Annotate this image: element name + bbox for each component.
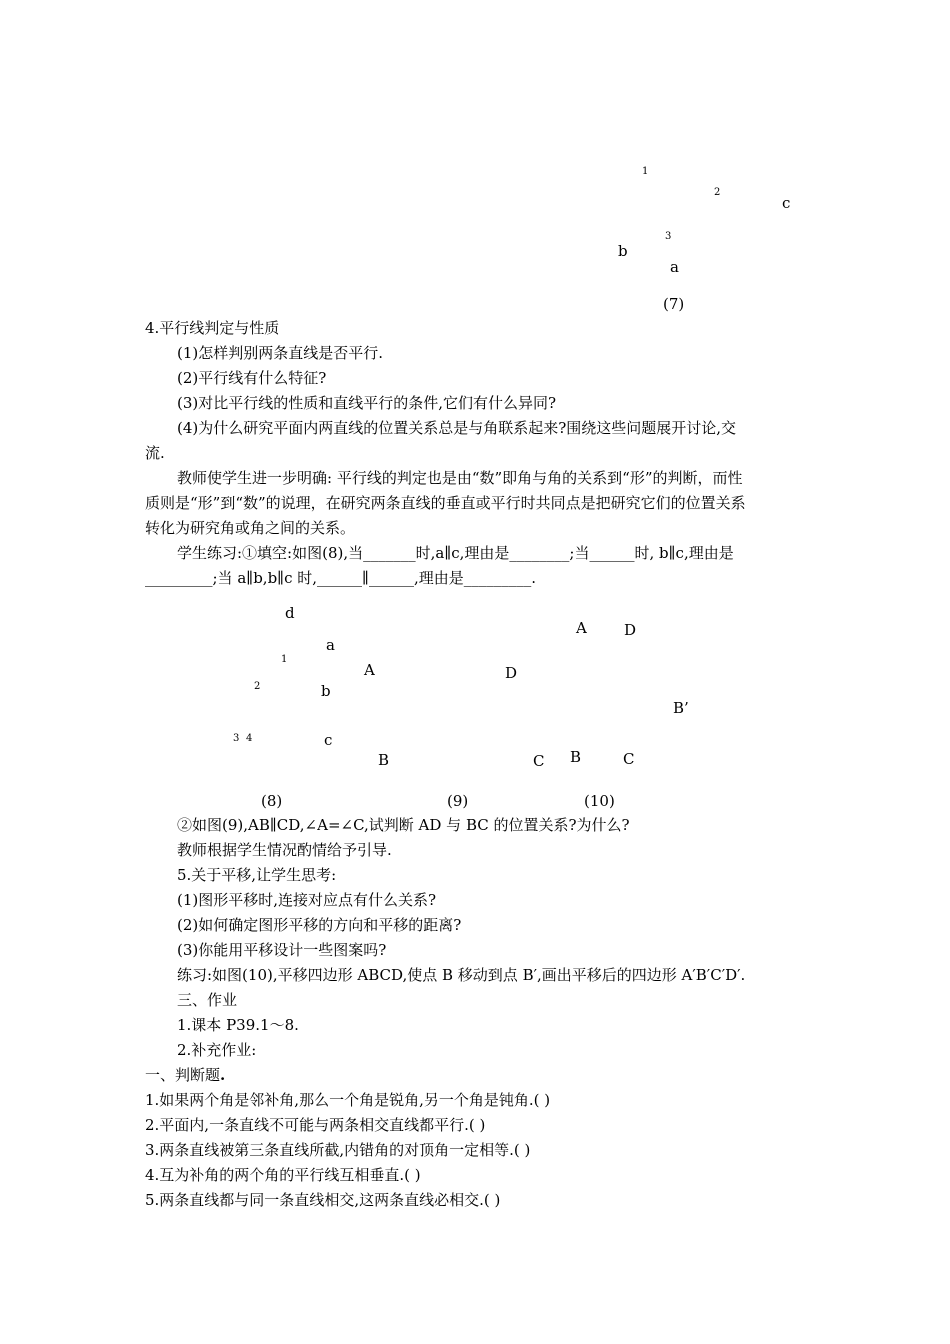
fig8-caption: (8): [261, 792, 283, 810]
fig10-label-B: B: [570, 748, 582, 766]
fig9-caption: (9): [447, 792, 469, 810]
section4-q2: (2)平行线有什么特征?: [177, 369, 327, 387]
fig7-caption: (7): [663, 295, 685, 313]
teacher-guide: 教师根据学生情况酌情给予引导.: [177, 841, 392, 859]
fig10-label-C: C: [623, 750, 635, 768]
teacher-note-line1: 教师使学生进一步明确: 平行线的判定也是由“数”即角与角的关系到“形”的判断，而性: [177, 469, 743, 487]
teacher-note-line2: 质则是“形”到“数”的说理，在研究两条直线的垂直或平行时共同点是把研究它们的位置关系: [145, 494, 746, 512]
section5-q1: (1)图形平移时,连接对应点有什么关系?: [177, 891, 437, 909]
fig8-label-3: 3: [233, 733, 240, 744]
section4-q4-line2: 流.: [145, 444, 165, 462]
homework-item-1: 1.课本 P39.1～8.: [177, 1016, 299, 1034]
section5-practice: 练习:如图(10),平移四边形 ABCD,使点 B 移动到点 B′,画出平移后的四边形 A′B′C′D′.: [177, 966, 746, 984]
fig10-caption: (10): [584, 792, 615, 810]
fig9-label-A: A: [364, 661, 375, 679]
fig7-label-c: c: [782, 194, 791, 212]
fig8-label-d: d: [285, 604, 295, 622]
fig10-label-D: D: [624, 621, 637, 639]
practice-line2: _________;当 a∥b,b∥c 时,______∥______,理由是_________.: [145, 569, 536, 587]
fig9-label-D: D: [505, 664, 518, 682]
homework-title: 三、作业: [177, 991, 238, 1009]
fig9-label-B: B: [378, 751, 390, 769]
teacher-note-line3: 转化为研究角或角之间的关系。: [145, 519, 356, 537]
section4-q3: (3)对比平行线的性质和直线平行的条件,它们有什么异同?: [177, 394, 557, 412]
section5-q2: (2)如何确定图形平移的方向和平移的距离?: [177, 916, 462, 934]
fig7-label-b: b: [618, 242, 628, 260]
practice-line1: 学生练习:①填空:如图(8),当_______时,a∥c,理由是________;当______时, b∥c,理由是: [177, 544, 734, 562]
fig10-label-B-prime: B’: [673, 699, 689, 717]
fig8-label-4: 4: [246, 733, 253, 744]
fig8-label-1: 1: [281, 654, 288, 665]
question-fig9: ②如图(9),AB∥CD,∠A=∠C,试判断 AD 与 BC 的位置关系?为什么?: [177, 816, 630, 834]
section5-q3: (3)你能用平移设计一些图案吗?: [177, 941, 387, 959]
fig8-label-c: c: [324, 731, 333, 749]
fig8-label-a: a: [326, 636, 335, 654]
section5-title: 5.关于平移,让学生思考:: [177, 866, 337, 884]
judge-item-3: 3.两条直线被第三条直线所截,内错角的对顶角一定相等.( ): [145, 1141, 531, 1159]
section4-q1: (1)怎样判别两条直线是否平行.: [177, 344, 384, 362]
judge-item-1: 1.如果两个角是邻补角,那么一个角是锐角,另一个角是钝角.( ): [145, 1091, 551, 1109]
section4-q4-line1: (4)为什么研究平面内两直线的位置关系总是与角联系起来?围绕这些问题展开讨论,交: [177, 419, 737, 437]
judge-title: 一、判断题.: [145, 1066, 226, 1084]
fig8-label-b: b: [321, 682, 331, 700]
fig7-label-3: 3: [665, 231, 672, 242]
fig7-label-a: a: [670, 258, 679, 276]
judge-item-2: 2.平面内,一条直线不可能与两条相交直线都平行.( ): [145, 1116, 486, 1134]
fig10-label-A: A: [576, 619, 587, 637]
fig7-label-2: 2: [714, 187, 721, 198]
judge-item-5: 5.两条直线都与同一条直线相交,这两条直线必相交.( ): [145, 1191, 501, 1209]
fig7-label-1: 1: [642, 166, 649, 177]
section4-title: 4.平行线判定与性质: [145, 319, 280, 337]
fig8-label-2: 2: [254, 681, 261, 692]
judge-item-4: 4.互为补角的两个角的平行线互相垂直.( ): [145, 1166, 421, 1184]
homework-item-2: 2.补充作业:: [177, 1041, 257, 1059]
fig9-label-C: C: [533, 752, 545, 770]
